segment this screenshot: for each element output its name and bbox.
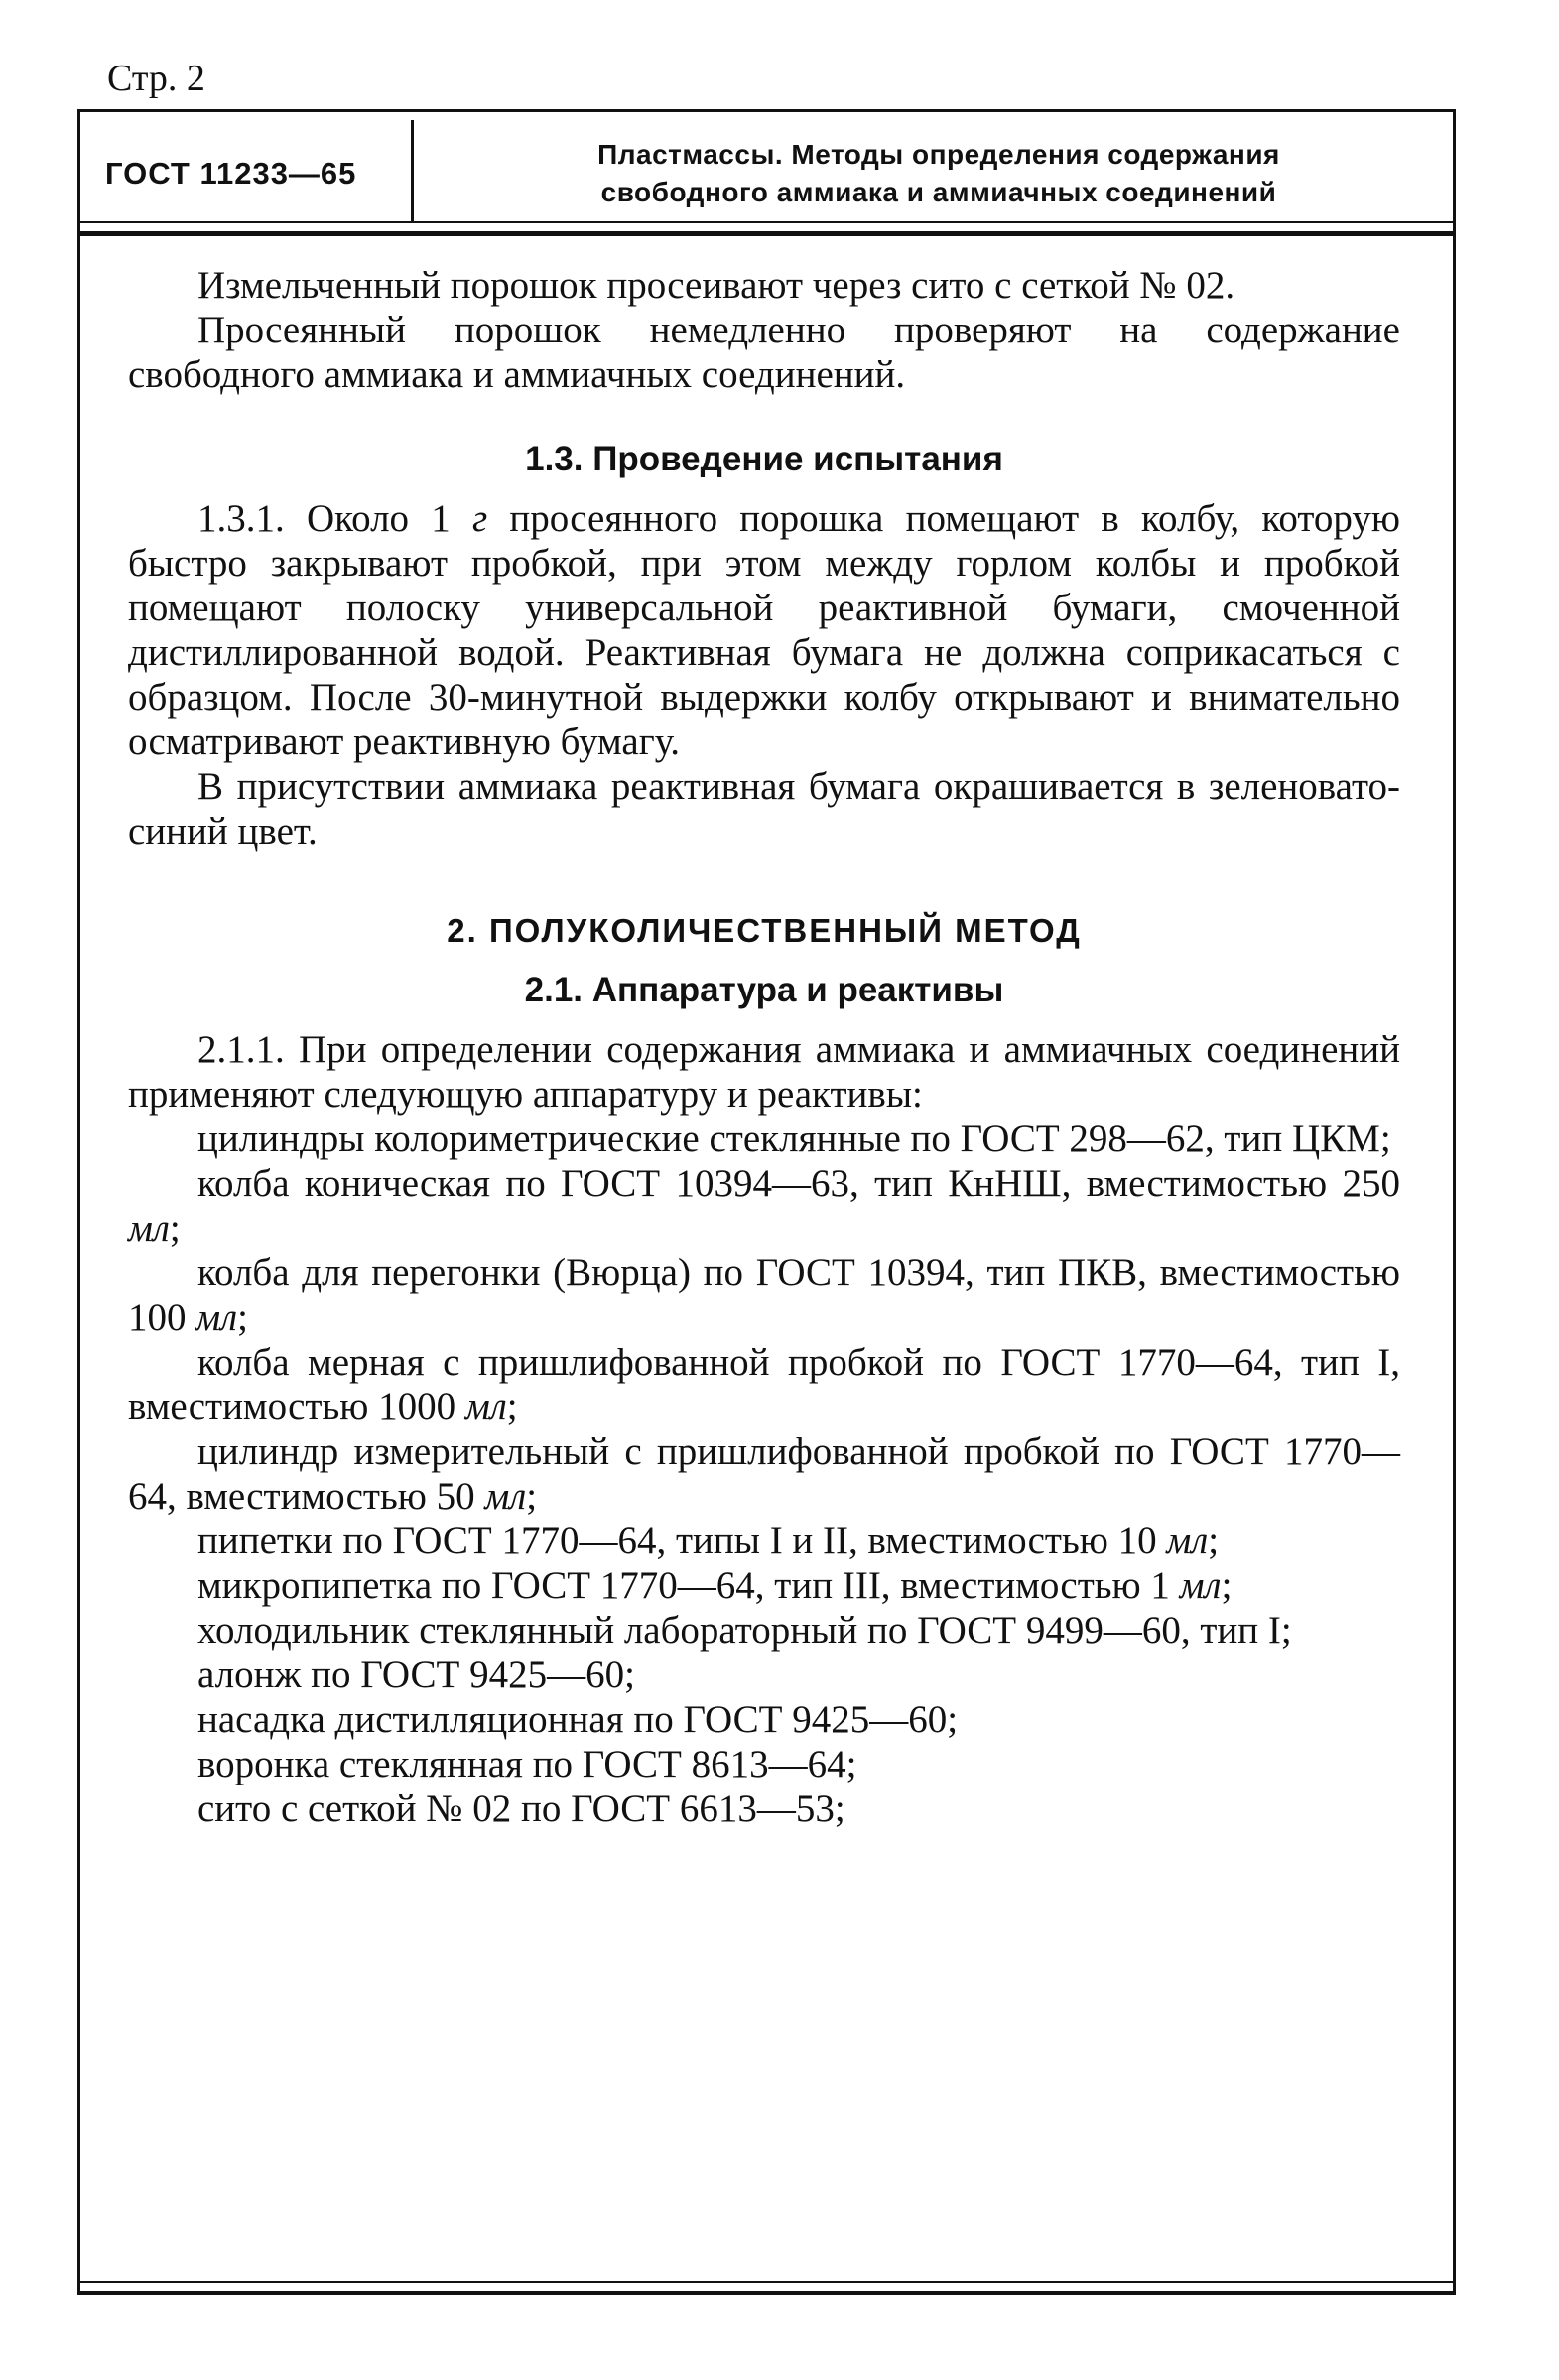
unit-ml: мл	[195, 1296, 238, 1339]
equipment-item-text: холодильник стеклянный лабораторный по ГОСТ 9499—60, тип I;	[197, 1609, 1292, 1652]
paragraph-checking: Просеянный порошок немедленно проверяют на содержание свободного аммиака и аммиачных соединений.	[128, 309, 1400, 396]
equipment-item-tail: ;	[237, 1296, 248, 1339]
equipment-item	[128, 1519, 1400, 1563]
unit-ml: мл	[464, 1386, 507, 1428]
heading-1-3: 1.3. Проведение испытания	[525, 440, 1003, 478]
equipment-item	[128, 1251, 1400, 1340]
equipment-item	[128, 1608, 1400, 1653]
equipment-item-text: пипетки по ГОСТ 1770—64, типы I и II, вместимостью 10	[197, 1520, 1167, 1562]
paragraph-1-3-2: В присутствии аммиака реактивная бумага окрашивается в зеленовато-синий цвет.	[128, 765, 1400, 853]
equipment-item-text: цилиндры колориметрические стеклянные по ГОСТ 298—62, тип ЦКМ;	[197, 1118, 1391, 1160]
unit-gram: г	[471, 497, 488, 540]
standard-title-line-1: Пластмассы. Методы определения содержания	[597, 139, 1280, 170]
equipment-item	[128, 1161, 1400, 1251]
equipment-item	[128, 1117, 1400, 1161]
equipment-item-text: микропипетка по ГОСТ 1770—64, тип III, вместимостью 1	[197, 1564, 1180, 1607]
heading-section-2: 2. ПОЛУКОЛИЧЕСТВЕННЫЙ МЕТОД	[447, 912, 1082, 949]
document-header	[80, 112, 1453, 236]
equipment-item-text: колба мерная с пришлифованной пробкой по ГОСТ 1770—64, тип I, вместимостью 1000	[128, 1341, 1400, 1428]
equipment-item-tail: ;	[526, 1475, 538, 1518]
equipment-item	[128, 1340, 1400, 1429]
paragraph-1-3-1	[128, 496, 1400, 764]
equipment-item-text: сито с сеткой № 02 по ГОСТ 6613—53;	[197, 1787, 845, 1830]
equipment-item	[128, 1742, 1400, 1786]
equipment-list	[128, 1117, 1400, 1831]
equipment-item-tail: ;	[1208, 1520, 1220, 1562]
unit-ml: мл	[1179, 1564, 1222, 1607]
unit-ml: мл	[484, 1475, 527, 1518]
unit-ml: мл	[128, 1207, 170, 1250]
equipment-item-tail: ;	[506, 1386, 518, 1428]
paragraph-1-3-1-start: 1.3.1. Около 1	[197, 497, 472, 540]
equipment-item-tail: ;	[1221, 1564, 1233, 1607]
equipment-item-text: колба для перегонки (Вюрца) по ГОСТ 10394, тип ПКВ, вместимостью 100	[128, 1252, 1400, 1339]
equipment-item-text: насадка дистилляционная по ГОСТ 9425—60;	[197, 1698, 959, 1741]
equipment-item-text: цилиндр измерительный с пришлифованной пробкой по ГОСТ 1770—64, вместимостью 50	[128, 1430, 1400, 1518]
paragraph-2-1-1: 2.1.1. При определении содержания аммиака и аммиачных соединений применяют следующую аппаратуру и реактивы:	[128, 1028, 1400, 1116]
standard-code: ГОСТ 11233—65	[105, 156, 357, 191]
header-divider	[411, 120, 414, 222]
heading-2-1: 2.1. Аппаратура и реактивы	[524, 971, 1004, 1009]
unit-ml: мл	[1166, 1520, 1209, 1562]
equipment-item	[128, 1653, 1400, 1697]
document-body	[128, 263, 1400, 1831]
page-number: Стр. 2	[107, 58, 205, 99]
paragraph-sieving: Измельченный порошок просеивают через сито с сеткой № 02.	[197, 264, 1235, 307]
standard-title-line-2: свободного аммиака и аммиачных соединений	[600, 177, 1277, 207]
equipment-item-text: алонж по ГОСТ 9425—60;	[197, 1653, 635, 1696]
equipment-item	[128, 1429, 1400, 1519]
equipment-item	[128, 1786, 1400, 1831]
equipment-item	[128, 1563, 1400, 1608]
paragraph-1-3-1-rest: просеянного порошка помещают в колбу, которую быстро закрывают пробкой, при этом между горлом колбы и пробкой помещают полоску универсальной реактивной бумаги, смоченной дистиллированной водой. Реактивная бумага не должна соприкасаться с образцом. После 30-минутной выдержки колбу открывают и внимательно осматривают реактивную бумагу.	[128, 497, 1400, 763]
equipment-item-tail: ;	[169, 1207, 181, 1250]
equipment-item-text: воронка стеклянная по ГОСТ 8613—64;	[197, 1743, 857, 1785]
equipment-item	[128, 1697, 1400, 1742]
equipment-item-text: колба коническая по ГОСТ 10394—63, тип КнНШ, вместимостью 250	[197, 1162, 1400, 1205]
standard-title	[438, 136, 1440, 211]
